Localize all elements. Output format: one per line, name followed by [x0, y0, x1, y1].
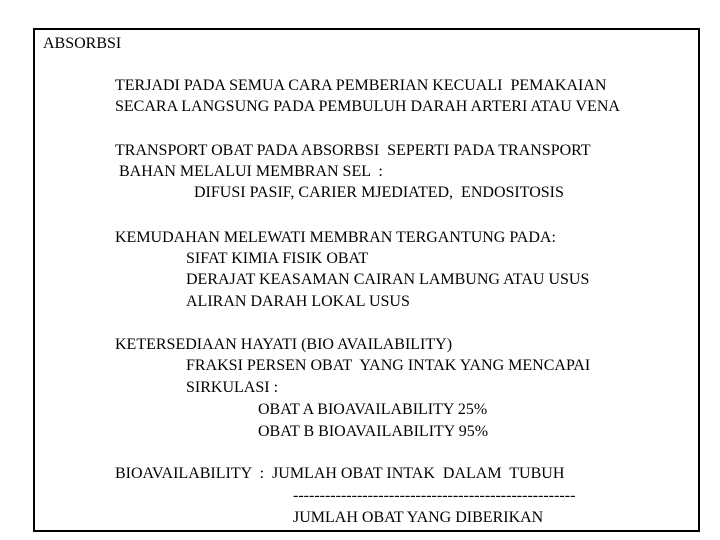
formula-divider: -----------------------------------------------------	[293, 487, 576, 504]
section4-line2: SIRKULASI :	[186, 379, 279, 396]
section4-example: OBAT A BIOAVAILABILITY 25%	[258, 401, 488, 418]
section1-line2: SECARA LANGSUNG PADA PEMBULUH DARAH ARTERI ATAU VENA	[115, 98, 620, 115]
section2-line3: DIFUSI PASIF, CARIER MJEDIATED, ENDOSITOSIS	[194, 184, 564, 201]
section1-line1: TERJADI PADA SEMUA CARA PEMBERIAN KECUALI PEMAKAIAN	[115, 77, 607, 94]
formula-label: BIOAVAILABILITY : JUMLAH OBAT INTAK DALAM TUBUH	[115, 465, 565, 482]
section4-heading: KETERSEDIAAN HAYATI (BIO AVAILABILITY)	[115, 336, 453, 353]
section3-heading: KEMUDAHAN MELEWATI MEMBRAN TERGANTUNG PADA:	[115, 229, 556, 246]
section4-example: OBAT B BIOAVAILABILITY 95%	[258, 423, 489, 440]
section3-item: ALIRAN DARAH LOKAL USUS	[186, 293, 410, 310]
section4-line1: FRAKSI PERSEN OBAT YANG INTAK YANG MENCAPAI	[186, 357, 591, 374]
slide-title: ABSORBSI	[43, 35, 122, 52]
section2-line2: BAHAN MELALUI MEMBRAN SEL :	[115, 163, 383, 180]
formula-denominator: JUMLAH OBAT YANG DIBERIKAN	[293, 509, 544, 526]
section3-item: DERAJAT KEASAMAN CAIRAN LAMBUNG ATAU USUS	[186, 271, 590, 288]
section2-line1: TRANSPORT OBAT PADA ABSORBSI SEPERTI PADA TRANSPORT	[115, 142, 591, 159]
section3-item: SIFAT KIMIA FISIK OBAT	[186, 250, 369, 267]
